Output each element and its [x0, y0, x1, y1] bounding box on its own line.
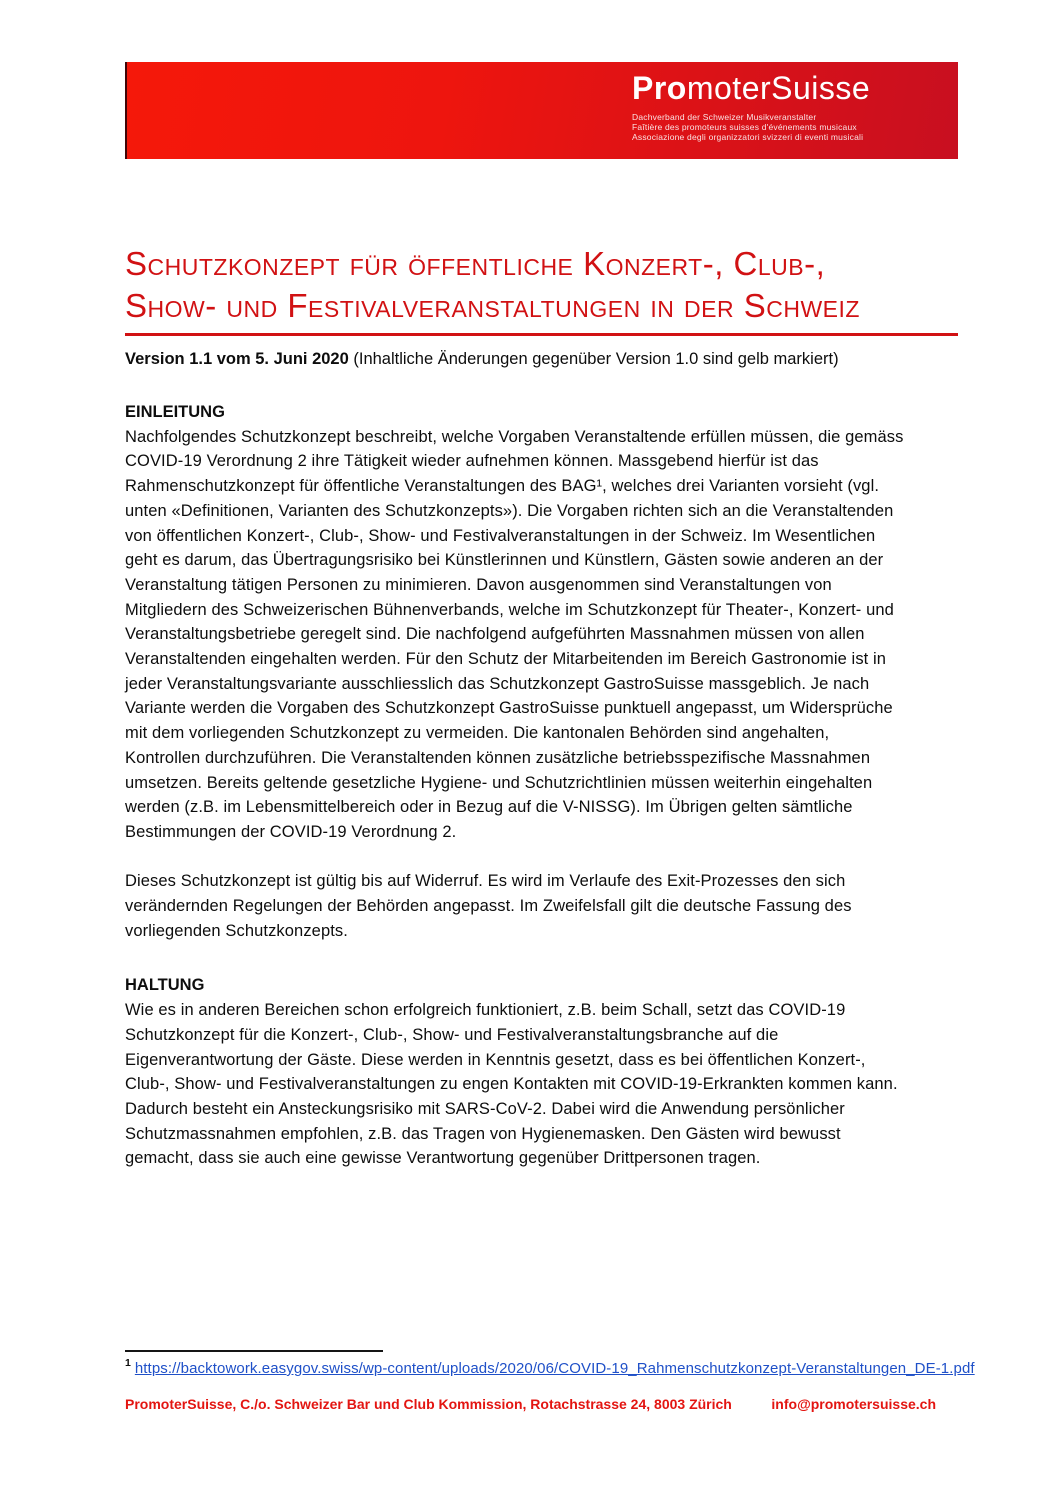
- text-line: Variante werden die Vorgaben des Schutzkonzept GastroSuisse punktuell angepasst, um Widersprüche: [125, 699, 893, 718]
- text-line: Veranstaltenden eingehalten werden. Für den Schutz der Mitarbeitenden im Bereich Gastronomie ist in: [125, 650, 887, 669]
- footer-email: info@promotersuisse.ch: [771, 1396, 936, 1412]
- page-footer: [125, 1396, 958, 1412]
- text-line: Dieses Schutzkonzept ist gültig bis auf Widerruf. Es wird im Verlaufe des Exit-Prozesses den sich: [125, 872, 846, 891]
- page-title: [125, 243, 958, 327]
- footnote-separator: [125, 1350, 383, 1352]
- page-title-line1: Schutzkonzept für öffentliche Konzert-, Club-,: [125, 245, 826, 282]
- text-line: gemacht, dass sie auch eine gewisse Verantwortung gegenüber Drittpersonen tragen.: [125, 1149, 761, 1168]
- brand-logo-light: moterSuisse: [686, 70, 871, 106]
- brand-banner: [125, 62, 958, 159]
- text-line: Club-, Show- und Festivalveranstaltungen zu engen Kontakten mit COVID-19-Erkrankten kommen kann.: [125, 1075, 898, 1094]
- text-line: Kontrollen durchzuführen. Die Veranstaltenden können zusätzliche betriebsspezifische Massnahmen: [125, 748, 871, 767]
- paragraph-haltung: [125, 998, 958, 1171]
- text-line: Veranstaltungsbetriebe geregelt sind. Die nachfolgend aufgeführten Massnahmen müssen von allen: [125, 625, 865, 644]
- text-line: Schutzmassnahmen empfohlen, z.B. das Tragen von Hygienemasken. Den Gästen wird bewusst: [125, 1124, 841, 1143]
- text-line: COVID-19 Verordnung 2 ihre Tätigkeit wieder aufnehmen können. Massgebend hierfür ist das: [125, 452, 819, 471]
- text-line: unten «Definitionen, Varianten des Schutzkonzepts»). Die Vorgaben richten sich an die Veranstaltenden: [125, 501, 894, 520]
- footnote-marker: 1: [125, 1357, 131, 1369]
- text-line: Schutzkonzept für die Konzert-, Club-, Show- und Festivalveranstaltungsbranche auf die: [125, 1025, 779, 1044]
- text-line: mit dem vorliegenden Schutzkonzept zu vermeiden. Die kantonalen Behörden sind angehalten,: [125, 724, 830, 743]
- text-line: Dadurch besteht ein Ansteckungsrisiko mit SARS-CoV-2. Dabei wird die Anwendung persönlicher: [125, 1099, 845, 1118]
- text-line: vorliegenden Schutzkonzepts.: [125, 921, 348, 940]
- text-line: verändernden Regelungen der Behörden angepasst. Im Zweifelsfall gilt die deutsche Fassung des: [125, 897, 852, 916]
- heading-haltung: HALTUNG: [125, 976, 205, 995]
- text-line: Veranstaltung tätigen Personen zu minimieren. Davon ausgenommen sind Veranstaltungen von: [125, 575, 832, 594]
- text-line: Eigenverantwortung der Gäste. Diese werden in Kenntnis gesetzt, dass es bei öffentlichen Konzert-,: [125, 1050, 866, 1069]
- version-label: Version 1.1 vom 5. Juni 2020: [125, 350, 349, 368]
- brand-logo-bold: Pro: [632, 70, 687, 106]
- text-line: geht es darum, das Übertragungsrisiko bei Künstlerinnen und Künstlern, Gästen sowie anderen an der: [125, 551, 884, 570]
- heading-einleitung: EINLEITUNG: [125, 403, 225, 421]
- text-line: Dachverband der Schweizer Musikveranstalter: [632, 112, 817, 122]
- brand-logo-text: [632, 71, 870, 105]
- version-line: [125, 348, 958, 370]
- footnote-row: [125, 1357, 975, 1377]
- version-note: (Inhaltliche Änderungen gegenüber Version 1.0 sind gelb markiert): [348, 350, 839, 368]
- text-line: Wie es in anderen Bereichen schon erfolgreich funktioniert, z.B. beim Schall, setzt das COVID-19: [125, 1001, 846, 1020]
- text-line: umsetzen. Bereits geltende gesetzliche Hygiene- und Schutzrichtlinien müssen weiterhin eingehalten: [125, 773, 873, 792]
- text-line: Faîtière des promoteurs suisses d'événements musicaux: [632, 122, 857, 132]
- brand-logo: [632, 71, 870, 142]
- title-divider: [125, 333, 958, 336]
- paragraph-einleitung: [125, 425, 958, 845]
- text-line: Mitgliedern des Schweizerischen Bühnenverbands, welche im Schutzkonzept für Theater-, Konzert- und: [125, 600, 894, 619]
- document-content: [125, 159, 958, 1171]
- text-line: jeder Veranstaltungsvariante ausschliesslich das Schutzkonzept GastroSuisse massgeblich. Je nach: [125, 674, 870, 693]
- page-title-line2: Show- und Festivalveranstaltungen in der Schweiz: [125, 287, 860, 324]
- text-line: Rahmenschutzkonzept für öffentliche Veranstaltungen des BAG¹, welches drei Varianten vorsieht (vgl.: [125, 477, 880, 496]
- footer-address: PromoterSuisse, C./o. Schweizer Bar und Club Kommission, Rotachstrasse 24, 8003 Zürich: [125, 1396, 732, 1412]
- footnote-link[interactable]: https://backtowork.easygov.swiss/wp-content/uploads/2020/06/COVID-19_Rahmenschutzkonzept-Veranstaltungen_DE-1.pdf: [134, 1360, 975, 1377]
- footnote-block: [125, 1350, 975, 1377]
- text-line: Associazione degli organizzatori svizzeri di eventi musicali: [632, 132, 864, 142]
- text-line: Nachfolgendes Schutzkonzept beschreibt, welche Vorgaben Veranstaltende erfüllen müssen, die gemäss: [125, 427, 904, 446]
- text-line: von öffentlichen Konzert-, Club-, Show- und Festivalveranstaltungen in der Schweiz. Im Wesentlichen: [125, 526, 876, 545]
- brand-taglines: [632, 112, 870, 142]
- text-line: werden (z.B. im Lebensmittelbereich oder in Bezug auf die V-NISSG). Im Übrigen gelten sämtliche: [125, 798, 853, 817]
- paragraph-validity: [125, 869, 958, 943]
- text-line: Bestimmungen der COVID-19 Verordnung 2.: [125, 822, 457, 841]
